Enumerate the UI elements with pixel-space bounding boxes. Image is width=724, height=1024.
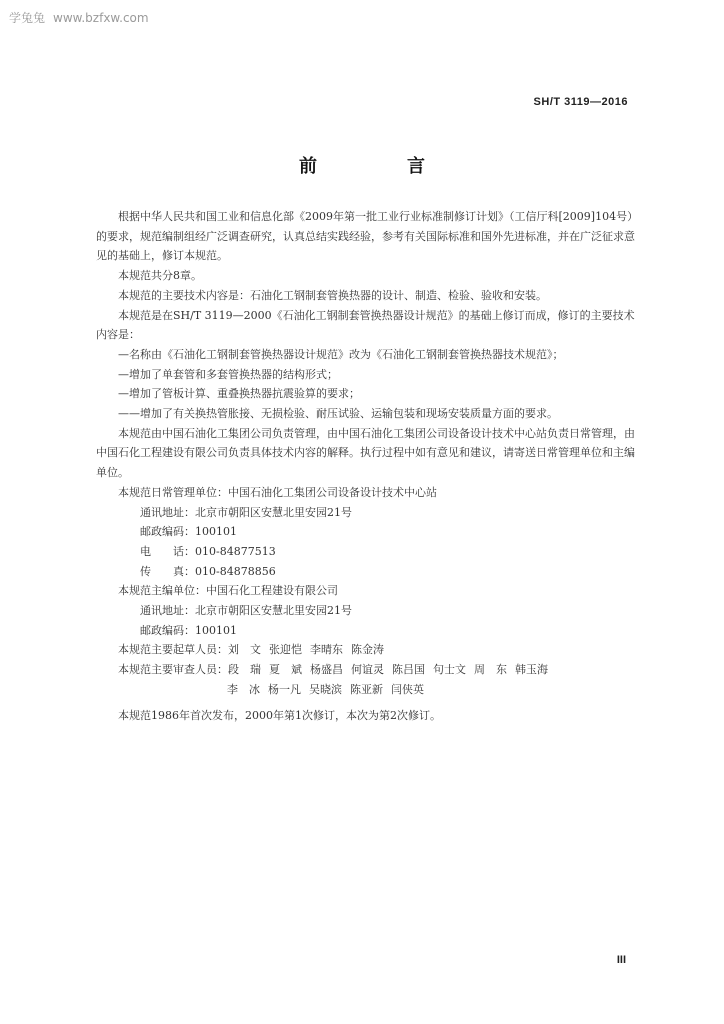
phone-text: 电 话：010-84877513 [140,544,276,558]
change-item: —增加了管板计算、重叠换热器抗震验算的要求； [118,387,360,401]
reviewer-name: 夏 斌 [269,663,302,677]
reviewer-name: 周 东 [474,663,507,677]
paragraph-basis: 根据中华人民共和国工业和信息化部《2009年第一批工业行业标准制修订计划》（工信厅科[2009]104号）的要求，规范编制组经广泛调查研究，认真总结实践经验，参考有关国际标准和国外先进标准，并在广泛征求意见的基础上，修订本规范。 [96,210,635,263]
daily-address-text: 通讯地址：北京市朝阳区安慧北里安园21号 [140,505,352,519]
drafters-label: 本规范主要起草人员： [118,643,228,657]
paragraph-revision: 本规范是在SH/T 3119—2000《石油化工钢制套管换热器设计规范》的基础上修订而成，修订的主要技术内容是： [96,308,635,342]
page-title: 前 言 [299,156,461,177]
daily-address [96,503,636,523]
reviewer-name: 何谊灵 [351,663,384,677]
reviewer-name: 陈吕国 [392,663,425,677]
editor-address [96,601,636,621]
reviewer-name: 段 瑞 [228,663,261,677]
daily-postcode-text: 邮政编码：100101 [140,525,237,539]
revision-history: 本规范1986年首次发布，2000年第1次修订，本次为第2次修订。 [118,709,441,722]
change-item: ——增加了有关换热管胀接、无损检验、耐压试验、运输包装和现场安装质量方面的要求。 [118,407,558,421]
drafter-name: 张迎恺 [269,643,302,657]
watermark [9,9,149,26]
editor-unit: 本规范主编单位：中国石化工程建设有限公司 [118,584,338,598]
editor-postcode [96,621,636,641]
editor-postcode-text: 邮政编码：100101 [140,623,237,637]
preface-body [96,207,636,700]
paragraph-main-content: 本规范的主要技术内容是：石油化工钢制套管换热器的设计、制造、检验、验收和安装。 [118,288,547,302]
standard-code: SH/T 3119—2016 [533,96,628,108]
phone [96,542,636,562]
drafter-name: 陈金涛 [351,643,384,657]
change-item: —增加了单套管和多套管换热器的结构形式； [118,367,338,381]
daily-postcode [96,522,636,542]
fax [96,562,636,582]
reviewers-line-2 [96,680,636,700]
reviewers-line [96,660,636,680]
reviewer-name: 李 冰 [227,682,260,696]
daily-management-unit: 本规范日常管理单位：中国石油化工集团公司设备设计技术中心站 [118,485,437,499]
drafters-line [96,640,636,660]
paragraph-management: 本规范由中国石油化工集团公司负责管理，由中国石油化工集团公司设备设计技术中心站负责日常管理，由中国石化工程建设有限公司负责具体技术内容的解释。执行过程中如有意见和建议，请寄送日常管理单位和主编单位。 [96,426,635,480]
reviewer-name: 陈亚新 [350,682,383,696]
reviewer-name: 句士文 [433,663,466,677]
reviewer-name: 韩玉海 [515,663,548,677]
reviewers-label: 本规范主要审查人员： [118,663,228,677]
fax-text: 传 真：010-84878856 [140,564,276,578]
drafter-name: 刘 文 [228,643,261,657]
editor-address-text: 通讯地址：北京市朝阳区安慧北里安园21号 [140,604,352,618]
reviewer-name: 杨一凡 [268,682,301,696]
page-number: III [616,954,626,966]
reviewer-name: 杨盛昌 [310,663,343,677]
watermark-site: 学兔兔 [9,11,46,25]
reviewer-name: 闫侠英 [391,682,424,696]
change-item: —名称由《石油化工钢制套管换热器设计规范》改为《石油化工钢制套管换热器技术规范》； [118,347,564,361]
drafter-name: 李晴东 [310,643,343,657]
reviewer-name: 吴晓滨 [309,682,342,696]
watermark-url: www.bzfxw.com [53,11,149,25]
paragraph-chapters: 本规范共分8章。 [118,269,202,283]
